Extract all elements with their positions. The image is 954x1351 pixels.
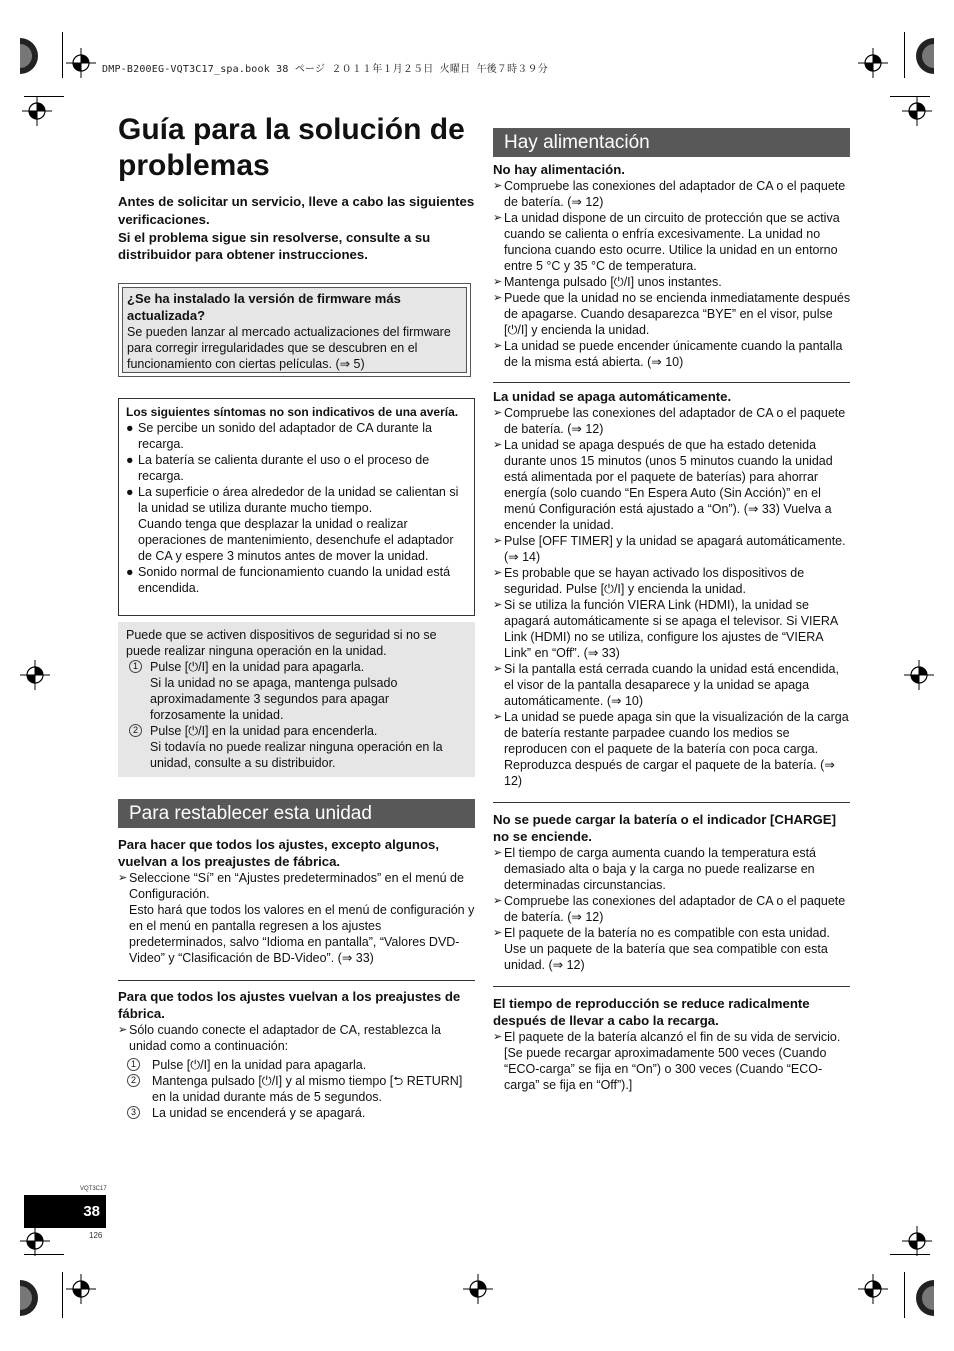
list-item: ➢ El tiempo de carga aumenta cuando la temperatura está demasiado alta o baja y la carga no puede realizarse en determinadas circunstancias. (493, 846, 816, 892)
firmware-text: Se pueden lanzar al mercado actualizaciones del firmware para corregir irregularidades que se descubren en el funcionamiento con ciertas películas. (⇒ 5) (127, 325, 451, 371)
document-code: VQT3C17 (80, 1186, 107, 1192)
subsection-title: La unidad se apaga automáticamente. (493, 389, 732, 404)
crop-line (904, 32, 905, 78)
list-item: 1 Pulse [⏻/I] en la unidad para apagarla. (118, 1057, 478, 1073)
subsection-title: No se puede cargar la batería o el indicador [CHARGE] no se enciende. (493, 812, 836, 844)
registration-mark-icon (902, 96, 932, 126)
list-item: ➢ Sólo cuando conecte el adaptador de CA, restablezca la unidad como a continuación: (118, 1023, 442, 1053)
registration-mark-icon (902, 1226, 932, 1256)
arrow-icon: ➢ (493, 927, 503, 939)
registration-mark-icon (904, 660, 934, 690)
subsection-title: Para que todos los ajustes vuelvan a los preajustes de fábrica. (118, 989, 461, 1021)
list-item: ● La batería se calienta durante el uso o el proceso de recarga. (126, 453, 430, 483)
list-item: ➢ Si se utiliza la función VIERA Link (HDMI), la unidad se apagará automáticamente si se apaga el televisor. Si VIERA Link (HDMI) no se utiliza, configure los ajustes de “VIERA Link” en “Off”. (⇒ 33) (493, 598, 838, 660)
list-item: 2 Pulse [⏻/I] en la unidad para encenderla. Si todavía no puede realizar ninguna operación en la unidad, consulte a su distribuidor. (126, 723, 467, 771)
reset-section (118, 836, 478, 966)
bullet-icon: ● (126, 421, 134, 435)
crop-line (62, 32, 63, 78)
power-section-2 (493, 388, 851, 789)
crop-line (62, 1272, 63, 1318)
list-item: ➢ Es probable que se hayan activado los dispositivos de seguridad. Pulse [⏻/I] y encienda la unidad. (493, 566, 805, 596)
list-item: ➢ Compruebe las conexiones del adaptador de CA o el paquete de batería. (⇒ 12) (493, 894, 846, 924)
arrow-icon: ➢ (493, 847, 503, 859)
arrow-icon: ➢ (493, 711, 503, 723)
list-item: ➢ El paquete de la batería no es compatible con esta unidad. Use un paquete de la batería que sea compatible con esta unidad. (⇒ 12) (493, 926, 830, 972)
subsection-title: Para hacer que todos los ajustes, excepto algunos, vuelvan a los preajustes de fábrica. (118, 837, 439, 869)
list-item: ➢ Pulse [OFF TIMER] y la unidad se apagará automáticamente. (⇒ 14) (493, 534, 846, 564)
section-header-power: Hay alimentación (493, 128, 850, 157)
list-item: ➢ Compruebe las conexiones del adaptador de CA o el paquete de batería. (⇒ 12) (493, 406, 846, 436)
arrow-icon: ➢ (493, 663, 503, 675)
list-item: ➢ La unidad se puede apaga sin que la visualización de la carga de batería restante parpadee cuando los medios se reproducen con el paquete de la batería con poca carga. Reproduzca después de cargar el paquete de la batería. (⇒ 12) (493, 710, 849, 788)
registration-mark-icon (20, 660, 50, 690)
divider (493, 986, 850, 987)
arrow-icon: ➢ (493, 340, 503, 352)
list-item: ➢ Si la pantalla está cerrada cuando la unidad está encendida, el visor de la pantalla desaparece y la unidad se apaga automáticamente. (⇒ 10) (493, 662, 839, 708)
divider (493, 382, 850, 383)
color-wheel-icon (20, 1280, 42, 1316)
arrow-icon: ➢ (118, 1024, 128, 1036)
crop-line (904, 1272, 905, 1318)
safety-box (118, 622, 475, 777)
list-item: 2 Mantenga pulsado [⏻/I] y al mismo tiempo [⮌ RETURN] en la unidad durante más de 5 segundos. (118, 1073, 478, 1105)
arrow-icon: ➢ (493, 1031, 503, 1043)
intro-paragraph: Antes de solicitar un servicio, lleve a cabo las siguientes verificaciones. (118, 194, 475, 227)
list-item: ➢ Mantenga pulsado [⏻/I] unos instantes. (493, 275, 722, 289)
step-number: 2 (129, 724, 142, 737)
step-number: 1 (127, 1058, 140, 1071)
registration-mark-icon (66, 1274, 96, 1304)
subsection-title: No hay alimentación. (493, 162, 625, 177)
arrow-icon: ➢ (493, 276, 503, 288)
registration-mark-icon (858, 48, 888, 78)
list-item: ➢ Puede que la unidad no se encienda inmediatamente después de apagarse. Cuando desaparezca “BYE” en el visor, pulse [⏻/I] y encienda la unidad. (493, 291, 851, 337)
firmware-note (118, 283, 471, 377)
color-wheel-icon (912, 1280, 934, 1316)
list-item: ➢ Seleccione “Sí” en “Ajustes predeterminados” en el menú de Configuración. Esto hará que todos los valores en el menú de configuración y en el menú en pantalla regresen a los ajustes predeterminados, salvo “Idioma en pantalla”, “Valores DVD-Video” y “Clasificación de BD-Video”. (⇒ 33) (118, 871, 475, 965)
firmware-question: ¿Se ha instalado la versión de firmware más actualizada? (127, 291, 401, 323)
power-section-4 (493, 995, 851, 1093)
list-item: ➢ El paquete de la batería alcanzó el fin de su vida de servicio. [Se puede recargar aproximadamente 500 veces (Cuando “ECO-carga” se fija en “On”) o 300 veces (Cuando “ECO-carga” se fija en “Off”).] (493, 1030, 841, 1092)
power-section-1 (493, 161, 851, 370)
registration-mark-icon (22, 96, 52, 126)
registration-mark-icon (858, 1274, 888, 1304)
color-wheel-icon (912, 38, 934, 74)
page-number: 38 (24, 1195, 106, 1228)
power-section-3 (493, 811, 851, 973)
step-number: 3 (127, 1106, 140, 1119)
color-wheel-icon (20, 38, 42, 74)
sub-page-number: 126 (89, 1231, 103, 1240)
arrow-icon: ➢ (493, 180, 503, 192)
list-item: 3 La unidad se encenderá y se apagará. (118, 1105, 478, 1121)
symptoms-heading: Los siguientes síntomas no son indicativos de una avería. (126, 405, 459, 419)
print-header: DMP-B200EG-VQT3C17_spa.book 38 ページ ２０１１年１月２５日 火曜日 午後７時３９分 (102, 64, 548, 75)
arrow-icon: ➢ (493, 599, 503, 611)
step-number: 1 (129, 660, 142, 673)
arrow-icon: ➢ (493, 407, 503, 419)
list-item: ➢ La unidad se apaga después de que ha estado detenida durante unos 15 minutos (unos 5 minutos cuando la unidad está alimentada por el paquete de baterías) para ahorrar energía (solo cuando “En Espera Auto (Sin Acción)” en el menú Configuración está ajustado a “On”). (⇒ 33) Vuelva a encender la unidad. (493, 438, 833, 532)
arrow-icon: ➢ (493, 212, 503, 224)
bullet-icon: ● (126, 565, 134, 579)
page-title: Guía para la solución de problemas (118, 113, 465, 182)
list-item: 1 Pulse [⏻/I] en la unidad para apagarla. Si la unidad no se apaga, mantenga pulsado aproximadamente 3 segundos para apagar forzosamente la unidad. (126, 659, 467, 723)
step-number: 2 (127, 1074, 140, 1087)
arrow-icon: ➢ (493, 292, 503, 304)
safety-intro: Puede que se activen dispositivos de seguridad si no se puede realizar ninguna operación en la unidad. (126, 628, 437, 658)
firmware-note-inner (122, 287, 467, 373)
symptoms-box (118, 398, 475, 616)
list-item: ● Se percibe un sonido del adaptador de CA durante la recarga. (126, 421, 432, 451)
list-item: ➢ Compruebe las conexiones del adaptador de CA o el paquete de batería. (⇒ 12) (493, 179, 846, 209)
arrow-icon: ➢ (493, 895, 503, 907)
arrow-icon: ➢ (493, 439, 503, 451)
section-header-reset: Para restablecer esta unidad (118, 799, 475, 828)
reset-section (118, 988, 478, 1121)
arrow-icon: ➢ (493, 535, 503, 547)
arrow-icon: ➢ (493, 567, 503, 579)
subsection-title: El tiempo de reproducción se reduce radicalmente después de llevar a cabo la recarga. (493, 996, 810, 1028)
intro-paragraph: Si el problema sigue sin resolverse, consulte a su distribuidor para obtener instrucciones. (118, 229, 431, 263)
divider (493, 802, 850, 803)
registration-mark-icon (66, 48, 96, 78)
list-item: ➢ La unidad dispone de un circuito de protección que se activa cuando se calienta o enfría excesivamente. La unidad no funciona cuando esto ocurre. Utilice la unidad en un entorno entre 5 °C y 35 °C de temperatura. (493, 211, 840, 273)
registration-mark-icon (20, 1226, 50, 1256)
list-item: ➢ La unidad se puede encender únicamente cuando la pantalla de la misma está abierta. (⇒ 10) (493, 339, 843, 369)
list-item: ● Sonido normal de funcionamiento cuando la unidad está encendida. (126, 565, 451, 595)
list-item: ● La superficie o área alrededor de la unidad se calientan si la unidad se utiliza durante mucho tiempo. Cuando tenga que desplazar la unidad o realizar operaciones de mantenimiento, desenchufe el adaptador de CA y espere 3 minutos antes de mover la unidad. (126, 485, 459, 563)
divider (118, 980, 475, 981)
arrow-icon: ➢ (118, 872, 128, 884)
registration-mark-icon (463, 1274, 493, 1304)
intro-text (118, 193, 478, 264)
bullet-icon: ● (126, 453, 134, 467)
bullet-icon: ● (126, 485, 134, 499)
